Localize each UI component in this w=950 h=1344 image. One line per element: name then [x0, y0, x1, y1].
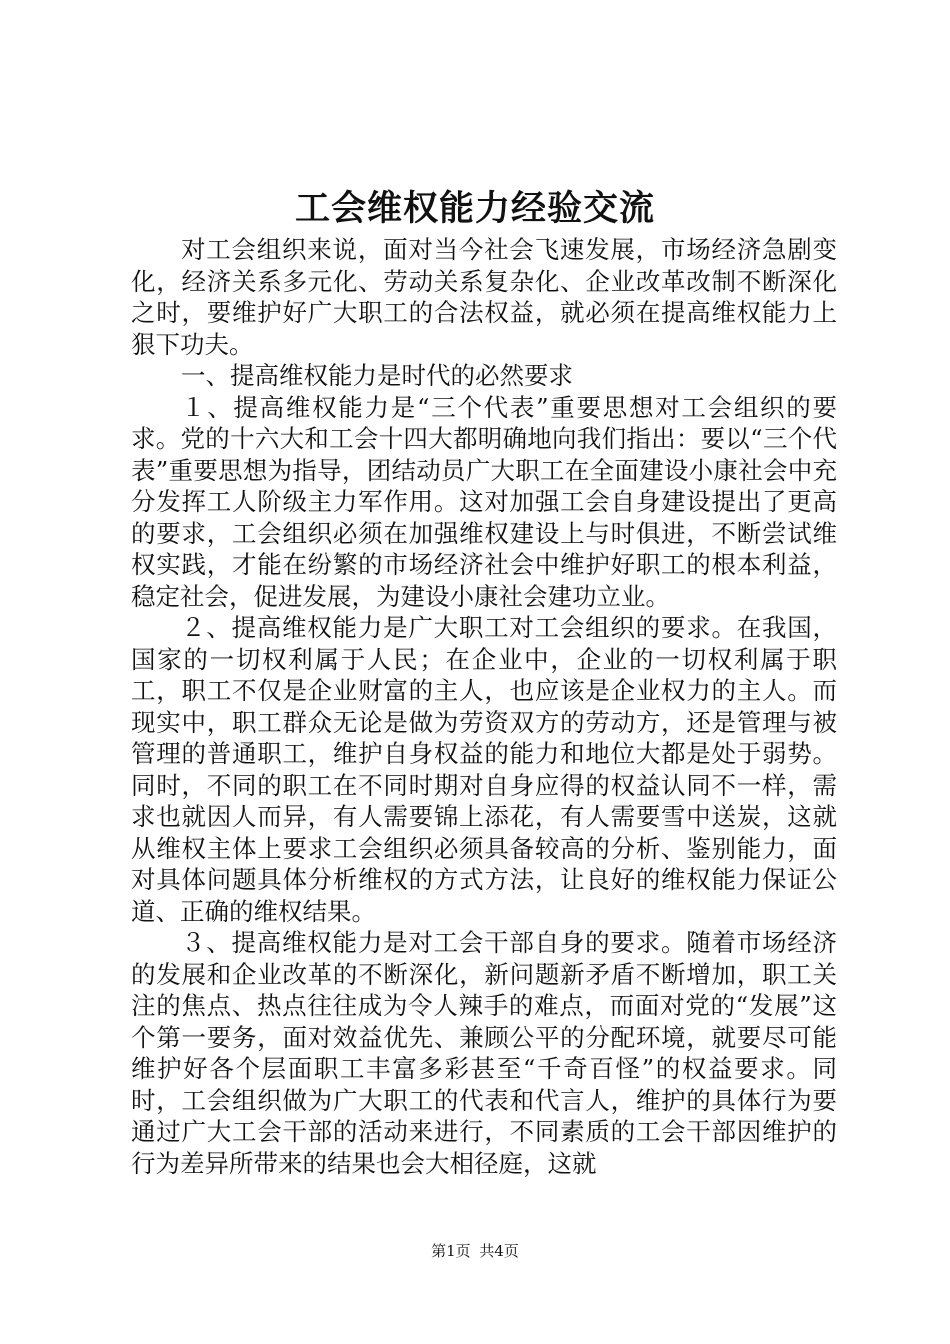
section-heading-1: 一、提高维权能力是时代的必然要求 — [181, 361, 573, 390]
paragraph-intro: 对工会组织来说，面对当今社会飞速发展，市场经济急剧变化，经济关系多元化、劳动关系复杂化、企业改革改制不断深化之时，要维护好广大职工的合法权益，就必须在提高维权能力上狠下功夫。 — [131, 235, 837, 359]
page-footer — [0, 1241, 950, 1261]
document-title: 工会维权能力经验交流 — [294, 188, 655, 229]
paragraph-point-3: ３、提高维权能力是对工会干部自身的要求。随着市场经济的发展和企业改革的不断深化，新问题新矛盾不断增加，职工关注的焦点、热点往往成为令人辣手的难点，而面对党的“发展”这个第一要务，面对效益优先、兼顾公平的分配环境，就要尽可能维护好各个层面职工丰富多彩甚至“千奇百怪”的权益要求。同时，工会组织做为广大职工的代表和代言人，维护的具体行为要通过广大工会干部的活动来进行，不同素质的工会干部因维护的行为差异所带来的结果也会大相径庭，这就 — [131, 928, 837, 1178]
paragraph-point-2: ２、提高维权能力是广大职工对工会组织的要求。在我国，国家的一切权利属于人民；在企业中，企业的一切权利属于职工，职工不仅是企业财富的主人，也应该是企业权力的主人。而现实中，职工群众无论是做为劳资双方的劳动方，还是管理与被管理的普通职工，维护自身权益的能力和地位大都是处于弱势。同时，不同的职工在不同时期对自身应得的权益认同不一样，需求也就因人而异，有人需要锦上添花，有人需要雪中送炭，这就从维权主体上要求工会组织必须具备较高的分析、鉴别能力，面对具体问题具体分析维权的方式方法，让良好的维权能力保证公道、正确的维权结果。 — [131, 613, 837, 926]
document-body — [131, 234, 837, 1179]
page-total: 共4页 — [479, 1242, 519, 1260]
page-number: 第1页 — [431, 1242, 471, 1260]
paragraph-point-1: １、提高维权能力是“三个代表”重要思想对工会组织的要求。党的十六大和工会十四大都明确地向我们指出：要以“三个代表”重要思想为指导，团结动员广大职工在全面建设小康社会中充分发挥工人阶级主力军作用。这对加强工会自身建设提出了更高的要求，工会组织必须在加强维权建设上与时俱进，不断尝试维权实践，才能在纷繁的市场经济社会中维护好职工的根本利益，稳定社会，促进发展，为建设小康社会建功立业。 — [131, 392, 837, 611]
